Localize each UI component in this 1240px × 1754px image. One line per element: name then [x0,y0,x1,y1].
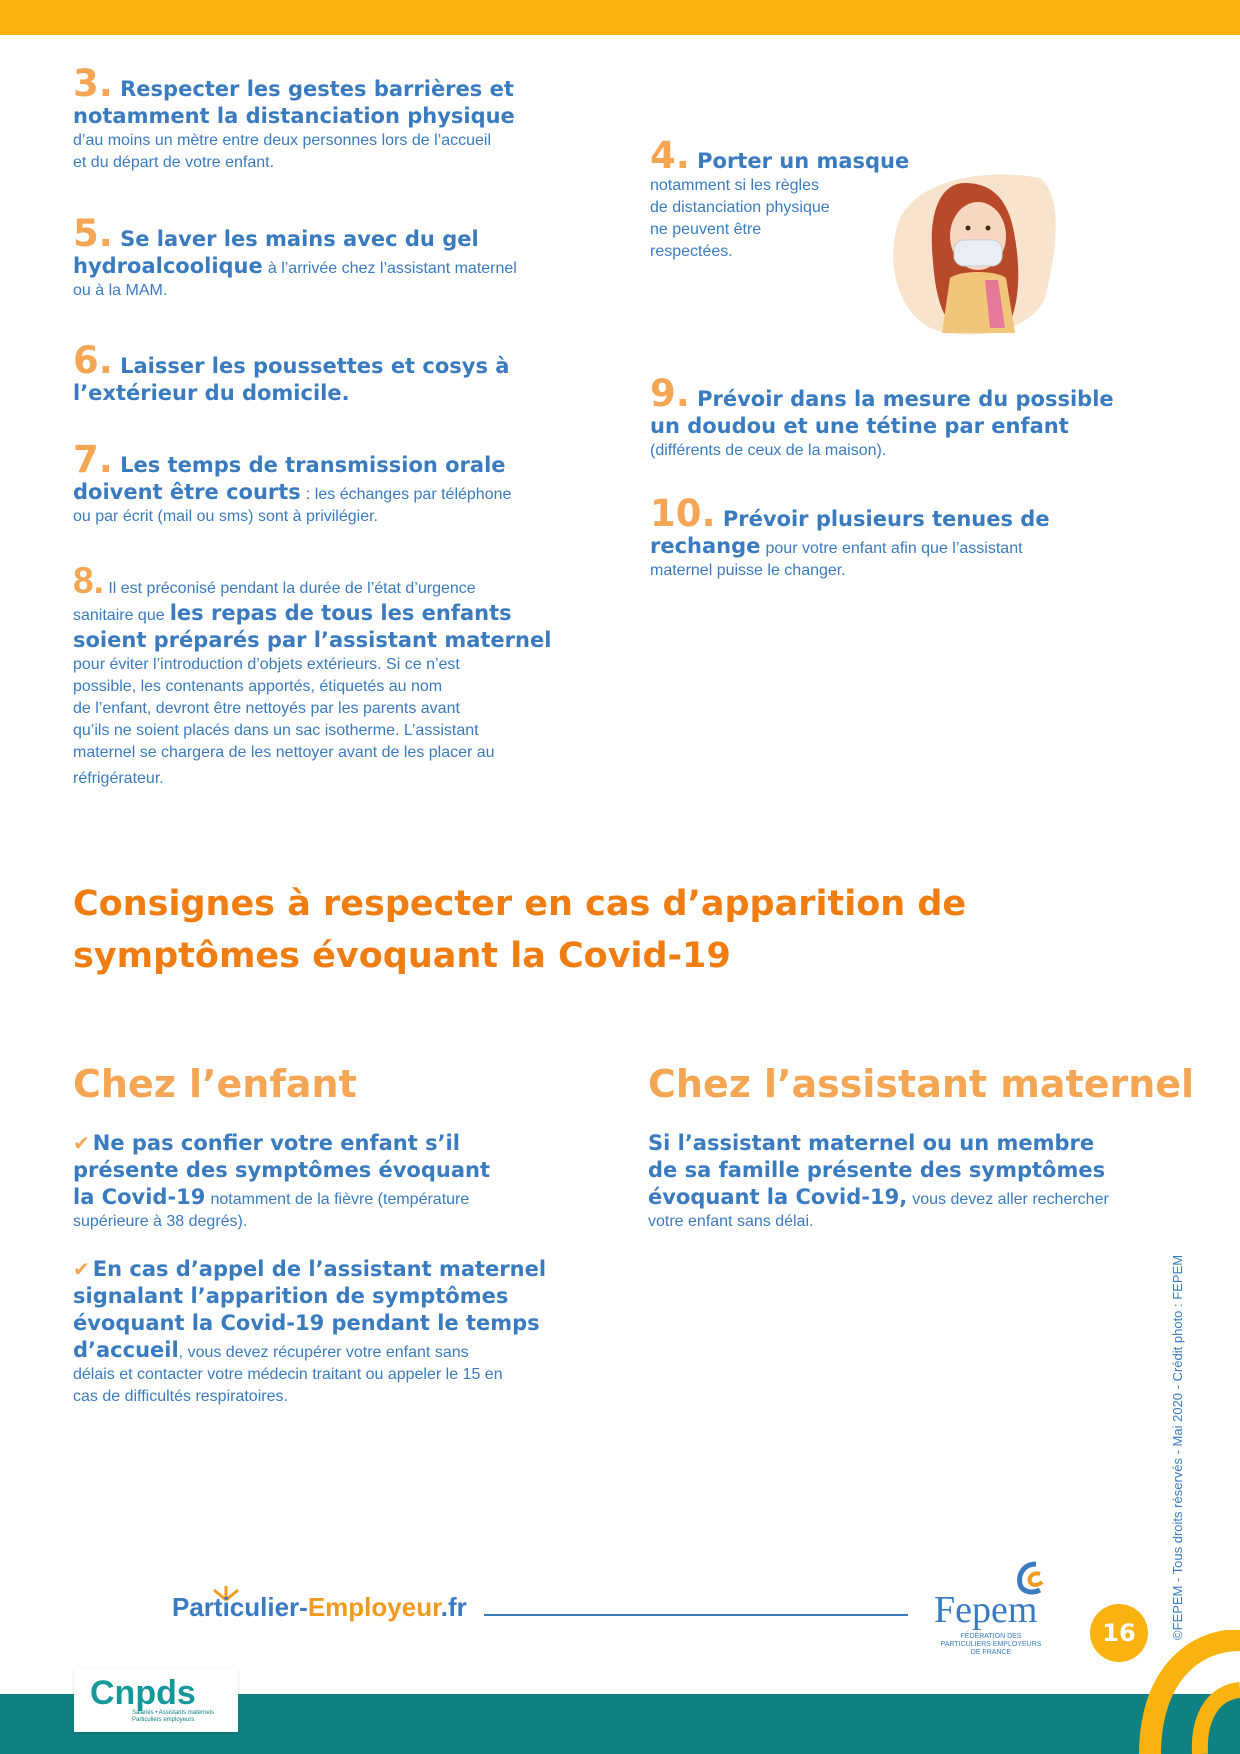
top-accent-bar [0,0,1240,35]
item-text: (différents de ceux de la maison). [650,442,887,459]
item-number: 9. [650,372,690,415]
item-number: 6. [73,339,113,382]
page-number: 16 [1090,1604,1148,1662]
consigne-bold: de sa famille présente des symptômes [648,1158,1106,1182]
item-text: qu’ils ne soient placés dans un sac isotherme. L’assistant [73,722,479,739]
item-text: de distanciation physique [650,199,830,216]
consigne-text: votre enfant sans délai. [648,1213,814,1230]
masked-woman-illustration [880,158,1070,348]
item-title: soient préparés par l’assistant maternel [73,628,552,652]
item-text: d’au moins un mètre entre deux personnes lors de l’accueil [73,132,492,149]
item-text: ne peuvent être [650,221,762,238]
item-number: 4. [650,134,690,177]
item-text: maternel puisse le changer. [650,562,846,579]
item-text: maternel se chargera de les nettoyer avant de les placer au [73,744,495,761]
item-title: les repas de tous les enfants [169,601,512,625]
consigne-bold: Si l’assistant maternel ou un membre [648,1131,1095,1155]
fepem-logo[interactable]: Fepem [934,1589,1038,1631]
cnpds-logo-icon: Cnpds [90,1674,196,1712]
consigne-text: délais et contacter votre médecin traitant ou appeler le 15 en [73,1366,503,1383]
section-title-line: symptômes évoquant la Covid-19 [73,936,731,976]
consigne-text: notamment de la fièvre (température [210,1191,470,1208]
item-title: l’extérieur du domicile. [73,381,350,405]
item-text: respectées. [650,243,733,260]
item-7 [73,438,593,528]
consigne-bold: En cas d’appel de l’assistant maternel [92,1257,547,1281]
item-title: notamment la distanciation physique [73,104,515,128]
item-text: et du départ de votre enfant. [73,154,275,171]
item-title: Respecter les gestes barrières et [120,77,514,101]
enfant-consigne-2 [73,1256,603,1408]
consigne-bold: évoquant la Covid-19 pendant le temps [73,1311,540,1335]
section-title [73,878,1073,982]
particulier-employeur-logo[interactable] [172,1592,467,1623]
assistant-consigne [648,1130,1168,1233]
consigne-bold: la Covid-19 [73,1185,206,1209]
item-title: doivent être courts [73,480,301,504]
consigne-text: vous devez aller rechercher [912,1191,1109,1208]
item-text: Il est préconisé pendant la durée de l’état d’urgence [108,580,476,597]
consigne-bold: Ne pas confier votre enfant s’il [92,1131,460,1155]
item-number: 8. [73,560,104,601]
assistant-heading: Chez l’assistant maternel [648,1062,1195,1106]
item-9 [650,372,1210,462]
item-text: pour votre enfant afin que l’assistant [765,540,1023,557]
item-5 [73,212,593,302]
item-3 [73,62,593,174]
item-number: 7. [73,438,113,481]
consigne-bold: signalant l’apparition de symptômes [73,1284,509,1308]
enfant-consigne-1 [73,1130,593,1233]
item-title: rechange [650,534,761,558]
consigne-text: , vous devez récupérer votre enfant sans [178,1344,469,1361]
item-text: : les échanges par téléphone [305,486,512,503]
item-6 [73,339,593,407]
consigne-bold: d’accueil [73,1338,179,1362]
decorative-swirl-icon [1120,1630,1240,1754]
item-text: ou par écrit (mail ou sms) sont à privilégier. [73,508,378,525]
item-text: notamment si les règles [650,177,819,194]
item-title: Se laver les mains avec du gel [120,227,479,251]
item-number: 5. [73,212,113,255]
item-title: Les temps de transmission orale [120,453,506,477]
logo-text: Employeur [307,1592,441,1622]
item-title: Prévoir plusieurs tenues de [722,507,1050,531]
item-text: possible, les contenants apportés, étiquetés au nom [73,678,443,695]
item-text: à l’arrivée chez l’assistant maternel [267,260,517,277]
consigne-bold: présente des symptômes évoquant [73,1158,491,1182]
item-title: Prévoir dans la mesure du possible [697,387,1114,411]
item-text: pour éviter l’introduction d’objets extérieurs. Si ce n’est [73,656,460,673]
item-10 [650,492,1210,582]
consigne-text: cas de difficultés respiratoires. [73,1388,288,1405]
section-title-line: Consignes à respecter en cas d’apparition de [73,884,967,924]
copyright-credit: ©FEPEM - Tous droits réservés - Mai 2020 - Crédit photo : FEPEM [1170,1254,1185,1640]
item-number: 10. [650,492,716,535]
logo-text: Particulier- [172,1592,308,1622]
check-icon: ✔ [73,1257,90,1281]
item-title: Porter un masque [697,149,910,173]
consigne-text: supérieure à 38 degrés). [73,1213,248,1230]
item-text: réfrigérateur. [73,770,164,787]
check-icon: ✔ [73,1131,90,1155]
fepem-subtitle: FÉDÉRATION DES PARTICULIERS EMPLOYEURS DE FRANCE [940,1633,1042,1656]
consigne-bold: évoquant la Covid-19, [648,1185,908,1209]
item-text: ou à la MAM. [73,282,168,299]
footer-divider [484,1614,908,1616]
enfant-heading: Chez l’enfant [73,1062,357,1106]
item-title: hydroalcoolique [73,254,263,278]
item-text: de l’enfant, devront être nettoyés par les parents avant [73,700,460,717]
cnpds-logo[interactable] [74,1668,238,1732]
logo-text: .fr [440,1592,467,1622]
cnpds-subtitle: Salariés • Assistants maternels Particuliers employeurs [132,1710,215,1723]
item-text: sanitaire que [73,607,165,624]
item-8 [73,560,593,790]
item-number: 3. [73,62,113,105]
item-title: un doudou et une tétine par enfant [650,414,1069,438]
item-title: Laisser les poussettes et cosys à [120,354,510,378]
